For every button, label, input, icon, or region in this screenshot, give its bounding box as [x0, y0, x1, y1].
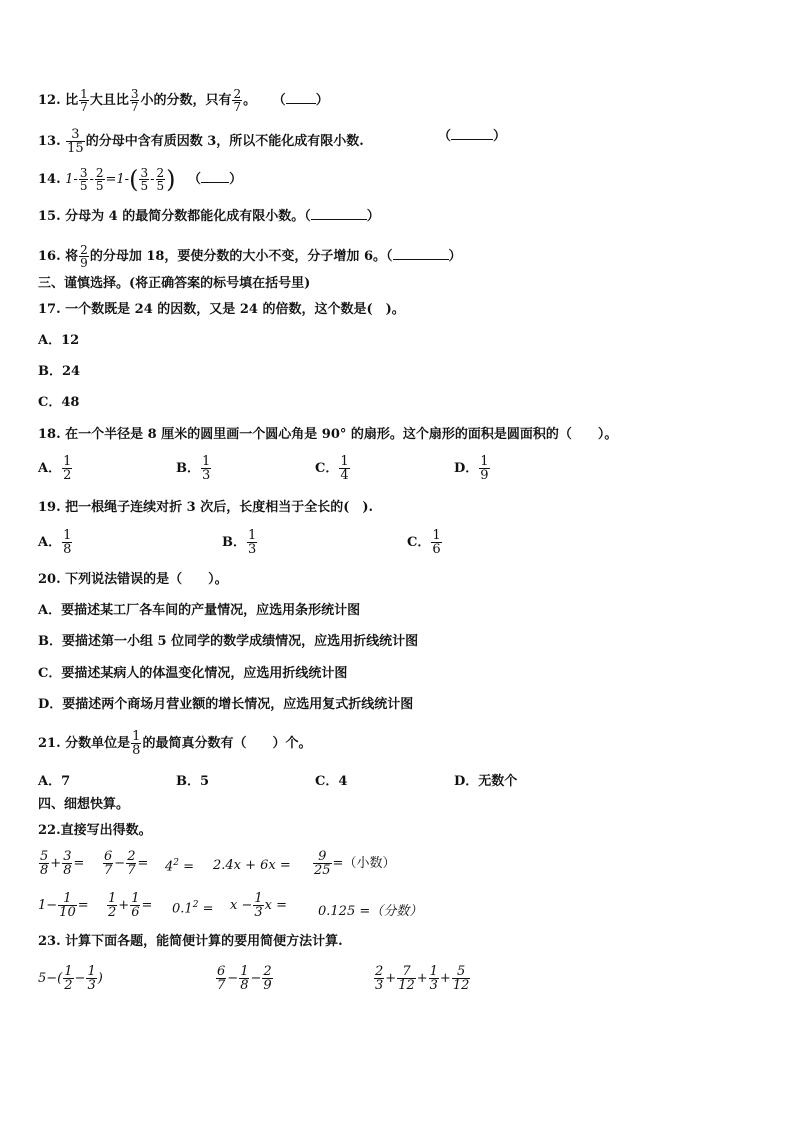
option-letter: C． [315, 461, 339, 476]
answer-blank[interactable] [311, 208, 367, 220]
numerator: 3 [71, 127, 80, 142]
q17-option-c[interactable] [38, 395, 79, 411]
q19-option-b[interactable] [222, 529, 258, 556]
denominator: 7 [127, 863, 136, 878]
operator: − [227, 971, 239, 986]
numerator: 1 [131, 891, 140, 906]
numerator: 1 [340, 454, 349, 469]
option-label: A．12 [38, 333, 80, 348]
fraction [86, 965, 96, 992]
numerator: 1 [480, 454, 489, 469]
fraction [452, 965, 471, 992]
question-12 [38, 88, 329, 113]
denominator: 7 [217, 978, 226, 993]
answer-paren-open: （ [438, 129, 452, 144]
option-letter: B． [222, 535, 246, 550]
numerator: 2 [95, 166, 104, 180]
answer-paren-open: （ [272, 93, 286, 108]
fraction [216, 965, 226, 992]
fraction [130, 88, 140, 113]
fraction [262, 965, 272, 992]
fraction [79, 167, 89, 192]
section-title: 四、细想快算。 [38, 797, 130, 812]
q20-text: 下列说法错误的是（ ）。 [65, 572, 228, 587]
numerator: 3 [79, 166, 88, 180]
denominator: 3 [248, 542, 257, 557]
denominator: 15 [67, 141, 84, 156]
numerator: 1 [108, 891, 117, 906]
denominator: 10 [59, 905, 76, 920]
section-3-heading [38, 276, 310, 292]
q20-option-d[interactable] [38, 697, 413, 713]
q22-text: 直接写出得数。 [60, 823, 152, 838]
answer-paren-open: （ [188, 172, 202, 187]
q22-expr-6 [38, 892, 89, 919]
q19-text: 把一根绳子连续对折 3 次后，长度相当于全长的( ). [65, 500, 374, 515]
answer-paren-close: ） [493, 129, 507, 144]
q22-expr-8 [172, 900, 213, 916]
numerator: 1 [63, 528, 72, 543]
fraction [156, 167, 166, 192]
fraction [95, 167, 105, 192]
q23-expr-2 [215, 965, 274, 992]
q21-option-a[interactable] [38, 770, 70, 789]
q21-text: 的最简真分数有（ ）个。 [142, 736, 312, 751]
operator: − [250, 971, 262, 986]
question-13 [38, 127, 507, 156]
denominator: 8 [63, 542, 72, 557]
option-letter: D． [454, 461, 479, 476]
q14-expr: 1- [65, 172, 78, 187]
fraction [247, 529, 257, 556]
option-letter: A． [38, 535, 62, 550]
fraction [339, 455, 349, 482]
denominator: 5 [79, 179, 88, 193]
fraction [131, 730, 141, 757]
operator: = [202, 901, 214, 917]
denominator: 8 [40, 863, 49, 878]
answer-paren-close: ） [315, 93, 329, 108]
fraction [429, 965, 439, 992]
denominator: 2 [64, 978, 73, 993]
denominator: 12 [398, 978, 415, 993]
fraction [479, 455, 489, 482]
q14-expr: =1- [105, 172, 130, 187]
option-label: B．要描述第一小组 5 位同学的数学成绩情况，应选用折线统计图 [38, 634, 419, 649]
denominator: 6 [432, 542, 441, 557]
denominator: 2 [108, 905, 117, 920]
denominator: 8 [240, 978, 249, 993]
q21-option-c[interactable] [315, 770, 347, 789]
fraction [62, 455, 72, 482]
fraction [66, 128, 85, 155]
fraction [313, 850, 332, 877]
numerator: 5 [456, 964, 466, 979]
denominator: 8 [132, 743, 141, 758]
numerator: 3 [130, 87, 139, 101]
question-20 [38, 572, 228, 588]
option-label: D．无数个 [454, 774, 518, 789]
q14-expr: - [150, 172, 155, 187]
question-18 [38, 427, 617, 443]
option-letter: C． [407, 535, 431, 550]
question-number: 16. [38, 249, 61, 264]
option-label: B．24 [38, 364, 81, 379]
answer-paren-close: ） [229, 172, 243, 187]
numerator: 1 [132, 729, 141, 744]
denominator: 7 [233, 100, 242, 114]
numerator: 1 [87, 964, 96, 979]
fraction [103, 850, 113, 877]
question-number: 15. [38, 209, 61, 224]
question-number: 23. [38, 934, 61, 949]
denominator: 12 [452, 978, 470, 993]
q18-option-b[interactable] [176, 455, 212, 482]
question-15 [38, 208, 380, 225]
numerator: 1 [63, 891, 72, 906]
q21-option-b[interactable] [176, 770, 209, 789]
question-22 [38, 823, 152, 839]
q12-text: 小的分数，只有 [140, 93, 232, 108]
numerator: 2 [233, 87, 242, 101]
answer-blank[interactable] [286, 92, 316, 104]
q14-paren: ( [129, 165, 139, 194]
numerator: 9 [318, 849, 327, 864]
question-number: 20. [38, 572, 61, 587]
fraction [79, 244, 89, 269]
base: 4 [165, 859, 174, 875]
option-label: A．7 [38, 774, 71, 789]
q17-text: 一个数既是 24 的因数，又是 24 的倍数，这个数是( )。 [65, 302, 405, 317]
section-title: 三、谨慎选择。(将正确答案的标号填在括号里) [38, 276, 311, 291]
operator: + [118, 898, 130, 913]
fraction [130, 892, 140, 919]
fraction [201, 455, 211, 482]
question-17 [38, 302, 405, 318]
expression: =（小数） [332, 856, 396, 871]
denominator: 5 [156, 179, 165, 193]
denominator: 3 [87, 978, 96, 993]
question-21 [38, 730, 311, 757]
q18-option-a[interactable] [38, 455, 73, 482]
q22-expr-2 [102, 850, 148, 877]
numerator: 1 [248, 528, 257, 543]
expression: 5−( [38, 971, 63, 986]
numerator: 2 [80, 243, 88, 257]
section-4-heading [38, 797, 129, 813]
fraction [253, 892, 263, 919]
q21-text: 分数单位是 [65, 736, 131, 751]
fraction [431, 529, 441, 556]
q12-text: 比 [65, 93, 79, 108]
denominator: 9 [263, 978, 272, 993]
numerator: 6 [104, 849, 113, 864]
q16-text: 将 [65, 249, 79, 264]
q16-text: 的分母加 18，要使分数的大小不变，分子增加 6。（ [89, 249, 393, 264]
q23-expr-3 [373, 965, 471, 992]
numerator: 2 [127, 849, 136, 864]
numerator: 1 [429, 964, 438, 979]
q13-text: 的分母中含有质因数 3，所以不能化成有限小数. [85, 134, 364, 149]
denominator: 7 [80, 100, 88, 114]
answer-blank[interactable] [451, 128, 493, 140]
numerator: 1 [202, 454, 211, 469]
operator: = [77, 898, 89, 913]
exponent: 2 [173, 858, 180, 868]
fraction [79, 88, 89, 113]
operator: = [183, 859, 195, 875]
expression: x = [264, 898, 287, 913]
expression: 1− [38, 898, 58, 913]
operator: = [137, 856, 149, 871]
numerator: 1 [254, 891, 263, 906]
expression: 2.4x + 6x = [213, 858, 291, 873]
q22-expr-7 [106, 892, 152, 919]
fraction [63, 965, 73, 992]
option-label: A．要描述某工厂各车间的产量情况，应选用条形统计图 [38, 603, 361, 618]
denominator: 4 [340, 468, 349, 483]
answer-paren-close: ） [448, 249, 462, 264]
q22-expr-4 [213, 858, 291, 873]
denominator: 6 [131, 905, 140, 920]
fraction [397, 965, 416, 992]
numerator: 1 [240, 964, 249, 979]
q19-option-a[interactable] [38, 529, 73, 556]
answer-blank[interactable] [201, 171, 229, 183]
fraction [139, 167, 149, 192]
q20-option-b[interactable] [38, 634, 418, 650]
question-number: 13. [38, 134, 61, 149]
fraction [58, 892, 77, 919]
q20-option-c[interactable] [38, 666, 347, 682]
answer-paren-close: ） [366, 209, 380, 224]
question-number: 18. [38, 427, 61, 442]
operator: − [74, 971, 86, 986]
numerator: 1 [80, 87, 88, 101]
option-letter: B． [176, 461, 200, 476]
denominator: 5 [140, 179, 149, 193]
question-14 [38, 167, 242, 192]
denominator: 7 [130, 100, 139, 114]
expression: ) [97, 971, 103, 986]
q18-text: 在一个半径是 8 厘米的圆里画一个圆心角是 90° 的扇形。这个扇形的面积是圆面积的（ ）。 [65, 427, 618, 442]
option-letter: A． [38, 461, 62, 476]
q20-option-a[interactable] [38, 603, 360, 619]
numerator: 1 [63, 454, 72, 469]
denominator: 7 [104, 863, 113, 878]
expression: x − [230, 898, 253, 913]
operator: + [416, 971, 428, 986]
q14-paren: ) [166, 165, 176, 194]
operator: + [50, 856, 62, 871]
q22-expr-5 [312, 850, 395, 877]
fraction [239, 965, 249, 992]
q23-text: 计算下面各题，能简便计算的要用简便方法计算. [65, 934, 343, 949]
q21-option-d[interactable] [454, 770, 517, 789]
answer-blank[interactable] [393, 248, 449, 260]
question-16 [38, 244, 462, 269]
numerator: 1 [64, 964, 73, 979]
q12-text: 大且比 [89, 93, 129, 108]
question-number: 19. [38, 500, 61, 515]
denominator: 9 [480, 468, 489, 483]
fraction [39, 850, 49, 877]
exponent: 2 [192, 900, 199, 910]
numerator: 5 [40, 849, 49, 864]
denominator: 3 [429, 978, 438, 993]
base: 0.1 [172, 901, 193, 917]
fraction [107, 892, 117, 919]
denominator: 3 [375, 978, 384, 993]
q15-text: 分母为 4 的最简分数都能化成有限小数。（ [65, 209, 311, 224]
operator: + [439, 971, 451, 986]
denominator: 5 [95, 179, 104, 193]
operator: = [141, 898, 153, 913]
denominator: 3 [254, 905, 263, 920]
q22-expr-9 [230, 892, 287, 919]
option-label: B．5 [176, 774, 210, 789]
question-number: 14. [38, 172, 61, 187]
q22-expr-10 [318, 900, 422, 919]
q22-expr-1 [38, 850, 84, 877]
q22-expr-3 [165, 858, 194, 874]
fraction [232, 88, 242, 113]
q19-option-c[interactable] [407, 529, 443, 556]
numerator: 6 [217, 964, 226, 979]
numerator: 3 [140, 166, 149, 180]
question-number: 12. [38, 93, 61, 108]
q13-answer [438, 128, 506, 145]
denominator: 2 [63, 468, 72, 483]
numerator: 7 [402, 964, 411, 979]
q14-expr: - [89, 172, 94, 187]
denominator: 25 [314, 863, 331, 878]
numerator: 2 [375, 964, 384, 979]
operator: = [73, 856, 85, 871]
question-19 [38, 500, 373, 516]
option-label: C．要描述某病人的体温变化情况，应选用折线统计图 [38, 666, 348, 681]
fraction [374, 965, 384, 992]
fraction [62, 850, 72, 877]
denominator: 8 [63, 863, 72, 878]
q12-text: 。 [243, 93, 257, 108]
numerator: 1 [432, 528, 441, 543]
option-label: C．48 [38, 395, 80, 410]
question-number: 21. [38, 736, 61, 751]
q17-option-a[interactable] [38, 333, 79, 349]
fraction [62, 529, 72, 556]
option-label: D．要描述两个商场月营业额的增长情况，应选用复式折线统计图 [38, 697, 414, 712]
q18-option-d[interactable] [454, 455, 491, 482]
operator: + [385, 971, 397, 986]
q18-option-c[interactable] [315, 455, 351, 482]
question-23 [38, 934, 343, 950]
question-number: 22. [38, 823, 61, 838]
expression: 0.125 =（分数） [318, 904, 423, 919]
operator: − [114, 856, 126, 871]
numerator: 3 [63, 849, 72, 864]
fraction [126, 850, 136, 877]
q17-option-b[interactable] [38, 364, 80, 380]
numerator: 2 [263, 964, 272, 979]
q23-expr-1 [38, 965, 103, 992]
question-number: 17. [38, 302, 61, 317]
numerator: 2 [156, 166, 165, 180]
option-label: C．4 [315, 774, 348, 789]
denominator: 9 [80, 256, 88, 270]
denominator: 3 [202, 468, 211, 483]
